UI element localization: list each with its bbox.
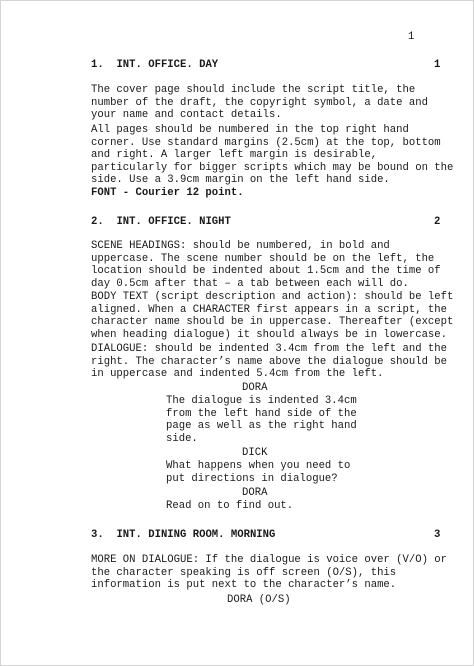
character-name: DORA (242, 382, 268, 394)
body-text-line: day 0.5cm after that – a tab between each will do. (91, 277, 409, 290)
body-text-line: aligned. When a CHARACTER first appears in a script, the (91, 303, 448, 316)
body-text-line: MORE ON DIALOGUE: If the dialogue is voice over (V/O) or (91, 554, 448, 566)
body-text-line: corner. Use standard margins (2.5cm) at the top, bottom (91, 136, 441, 149)
body-text-line: and right. A larger left margin is desirable, (91, 149, 378, 162)
body-text-paragraph (91, 84, 428, 122)
body-text-line: the character speaking is off screen (O/S), this (91, 566, 397, 579)
page-number: 1 (408, 31, 415, 43)
body-text-paragraph (91, 554, 447, 592)
body-text-line: right. The character’s name above the dialogue should be (91, 355, 448, 368)
scene-heading-3 (91, 529, 275, 542)
scene-heading-text: INT. OFFICE. DAY (116, 59, 219, 71)
body-text-line: The cover page should include the script title, the (91, 84, 416, 96)
body-text-line: number of the draft, the copyright symbol, a date and (91, 96, 428, 109)
dialogue-line: The dialogue is indented 3.4cm (166, 395, 357, 407)
dialogue-line: page as well as the right hand (166, 420, 357, 433)
dialogue-block (166, 460, 350, 485)
scene-number-right: 3 (434, 529, 441, 541)
body-text-line: DIALOGUE: should be indented 3.4cm from the left and the (91, 343, 448, 355)
body-text-line: location should be indented about 1.5cm and the time of (91, 265, 441, 278)
dialogue-line: side. (166, 432, 198, 445)
body-text-paragraph (91, 291, 453, 341)
body-text-line: SCENE HEADINGS: should be numbered, in bold and (91, 240, 390, 252)
body-text-line: particularly for bigger scripts which may be bound on the (91, 161, 454, 174)
body-text-paragraph (91, 124, 453, 187)
scene-number-right: 2 (434, 216, 441, 228)
dialogue-line: put directions in dialogue? (166, 472, 338, 485)
body-text-line: uppercase. The scene number should be on the left, the (91, 252, 435, 265)
dialogue-line: from the left hand side of the (166, 407, 357, 420)
body-text-line: side. Use a 3.9cm margin on the left hand side. (91, 174, 390, 187)
body-text-line: when heading dialogue) it should always be in lowercase. (91, 328, 448, 341)
scene-heading-text: INT. OFFICE. NIGHT (116, 216, 231, 228)
body-text-paragraph (91, 240, 441, 290)
dialogue-block (166, 500, 293, 513)
scene-heading-1 (91, 59, 218, 72)
scene-number: 3. (91, 529, 104, 541)
font-note: FONT - Courier 12 point. (91, 187, 244, 199)
body-text-line: information is put next to the character’s name. (91, 579, 397, 592)
scene-number: 1. (91, 59, 104, 71)
body-text-line: in uppercase and indented 5.4cm from the left. (91, 368, 384, 381)
body-text-paragraph (91, 343, 447, 381)
body-text-line: BODY TEXT (script description and action): should be left (91, 291, 454, 303)
dialogue-line: Read on to find out. (166, 500, 294, 512)
character-name: DICK (242, 447, 268, 459)
body-text-line: character name should be in uppercase. Thereafter (except (91, 316, 454, 329)
body-text-line: your name and contact details. (91, 109, 282, 122)
scene-heading-text: INT. DINING ROOM. MORNING (116, 529, 276, 541)
character-name: DORA (O/S) (227, 594, 291, 606)
dialogue-block (166, 395, 357, 445)
body-text-line: All pages should be numbered in the top right hand (91, 124, 409, 136)
character-name: DORA (242, 487, 268, 499)
scene-heading-2 (91, 216, 231, 229)
scene-number: 2. (91, 216, 104, 228)
scene-number-right: 1 (434, 59, 441, 71)
dialogue-line: What happens when you need to (166, 460, 351, 472)
